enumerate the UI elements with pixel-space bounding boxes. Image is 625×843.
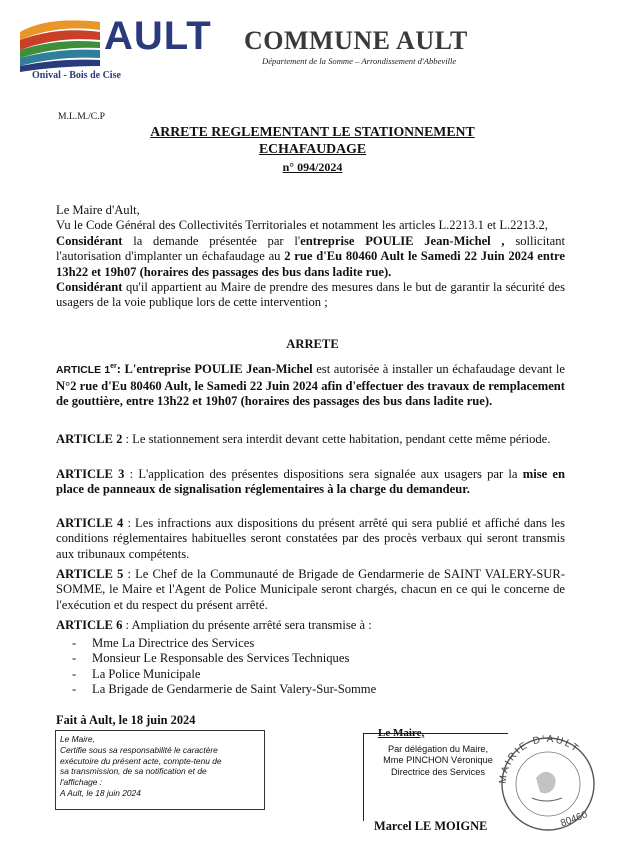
document-title-line1: ARRETE REGLEMENTANT LE STATIONNEMENT [150, 124, 475, 139]
article-colon: : [116, 362, 125, 377]
recipient: La Police Municipale [92, 666, 201, 681]
delegation-line: Par délégation du Maire, [387, 744, 489, 754]
stamp-text: MAIRIE D'AULT [497, 733, 582, 785]
delegation-line: Mme PINCHON Véronique [383, 755, 493, 766]
mairie-stamp-icon [492, 728, 604, 832]
article-1 [56, 359, 565, 409]
article-label: ARTICLE 5 [56, 567, 124, 581]
recipient: La Brigade de Gendarmerie de Saint Valery-Sur-Somme [92, 682, 377, 697]
article-text: : L'application des présentes dispositions sera signalée aux usagers par la [124, 467, 523, 481]
logo-text: AULT [104, 14, 212, 58]
article-label: ARTICLE 6 [56, 618, 123, 632]
list-item: - La Brigade de Gendarmerie de Saint Valery-Sur-Somme [72, 682, 377, 697]
commune-title: COMMUNE AULT [244, 26, 468, 55]
considerant-lead: Considérant [56, 280, 123, 295]
article-label: ARTICLE 1 [56, 365, 111, 377]
article-label: ARTICLE 4 [56, 516, 124, 530]
article-text: : Les infractions aux dispositions du présent arrêté qui sera publié et affiché dans les conditions réglementaires habituelles seront constatées par des procès verbaux qui seront transmis aux tribunaux compétents. [56, 516, 566, 561]
considerant-lead: Considérant [56, 233, 123, 248]
article-text: : Ampliation du présente arrêté sera transmise à : [122, 618, 372, 632]
cert-line: exécutoire du présent acte, compte-tenu de [60, 755, 222, 766]
logo-subtitle: Onival - Bois de Cise [32, 70, 121, 81]
considerant-place: 2 rue d'Eu 80460 Ault le Samedi 22 Juin 2024 entre 13h22 et 19h07 (horaires des passages des bus dans ladite rue). [56, 249, 565, 279]
certification-box [55, 730, 265, 810]
commune-subtitle: Département de la Somme – Arrondissement d'Abbeville [262, 56, 457, 66]
cert-line: Le Maire, [60, 734, 95, 744]
article-6 [56, 618, 565, 633]
cert-line: l'affichage : [60, 777, 103, 788]
article-text: : Le stationnement sera interdit devant cette habitation, pendant cette même période. [122, 432, 551, 446]
article-text: est autorisée à installer un échafaudage devant le [312, 362, 565, 377]
considerant-text: sollicitant l'autorisation d'implanter un échafaudage au [56, 233, 565, 264]
article-3 [56, 467, 565, 498]
maire-label: Le Maire, [378, 727, 425, 739]
article-label: ARTICLE 3 [56, 467, 125, 481]
delegation-block [368, 744, 508, 778]
article-bold: mise en place de panneaux de signalisation réglementaires à la charge du demandeur. [56, 467, 565, 497]
article-5 [56, 567, 565, 613]
recipient: Mme La Directrice des Services [92, 636, 255, 650]
considerant-text: la demande présentée par l' [122, 233, 301, 248]
logo-waves-icon [18, 14, 108, 74]
list-item: - Mme La Directrice des Services [72, 636, 255, 650]
preamble-considerant-1 [56, 234, 565, 280]
arrete-heading: ARRETE [286, 337, 339, 351]
preamble-maire: Le Maire d'Ault, [56, 203, 140, 217]
considerant-company: entreprise POULIE Jean-Michel , [300, 233, 505, 248]
article-label: ARTICLE 2 [56, 432, 123, 446]
stamp-code: 80460 [559, 809, 590, 830]
article-bold: N°2 rue d'Eu 80460 Ault, le Samedi 22 Juin 2024 afin d'effectuer des travaux de remplacement de gouttière, entre 13h22 et 19h07 (horaires des passages des bus dans ladite rue). [56, 378, 565, 408]
preamble-considerant-2 [56, 280, 565, 311]
cert-line: A Ault, le 18 juin 2024 [60, 787, 141, 798]
signatory-name: Marcel LE MOIGNE [374, 819, 488, 833]
list-item: - Monsieur Le Responsable des Services Techniques [72, 651, 350, 666]
article-text: : Le Chef de la Communauté de Brigade de Gendarmerie de SAINT VALERY-SUR-SOMME, le Maire et l'Agent de Police Municipale seront chargés, chacun en ce qui le concerne de l'exécution et du respect du présent arrêté. [56, 567, 565, 612]
preamble-vu: Vu le Code Général des Collectivités Territoriales et notamment les articles L.2213.1 et L.2213.2, [56, 218, 548, 233]
cert-line: Certifie sous sa responsabilité le caractère [60, 744, 218, 755]
cert-line: sa transmission, de sa notification et de [60, 766, 207, 777]
recipient: Monsieur Le Responsable des Services Techniques [92, 651, 350, 666]
reference: M.L.M./C.P [58, 111, 105, 122]
preamble [56, 203, 565, 311]
delegation-line: Directrice des Services [391, 766, 485, 777]
article-bold: L'entreprise POULIE Jean-Michel [124, 362, 313, 377]
recipient-list [72, 636, 376, 698]
document-title-line2: ECHAFAUDAGE [258, 141, 367, 156]
article-sup: er [110, 363, 117, 370]
fait-a-ault: Fait à Ault, le 18 juin 2024 [56, 713, 196, 727]
document-number: n° 094/2024 [282, 160, 343, 174]
list-item: - La Police Municipale [72, 666, 201, 681]
considerant-text: qu'il appartient au Maire de prendre des mesures dans le but de garantir la sécurité des usagers de la voie publique lors de cette intervention ; [56, 280, 565, 310]
commune-logo [18, 14, 212, 86]
article-2 [56, 432, 565, 447]
article-4 [56, 516, 565, 562]
